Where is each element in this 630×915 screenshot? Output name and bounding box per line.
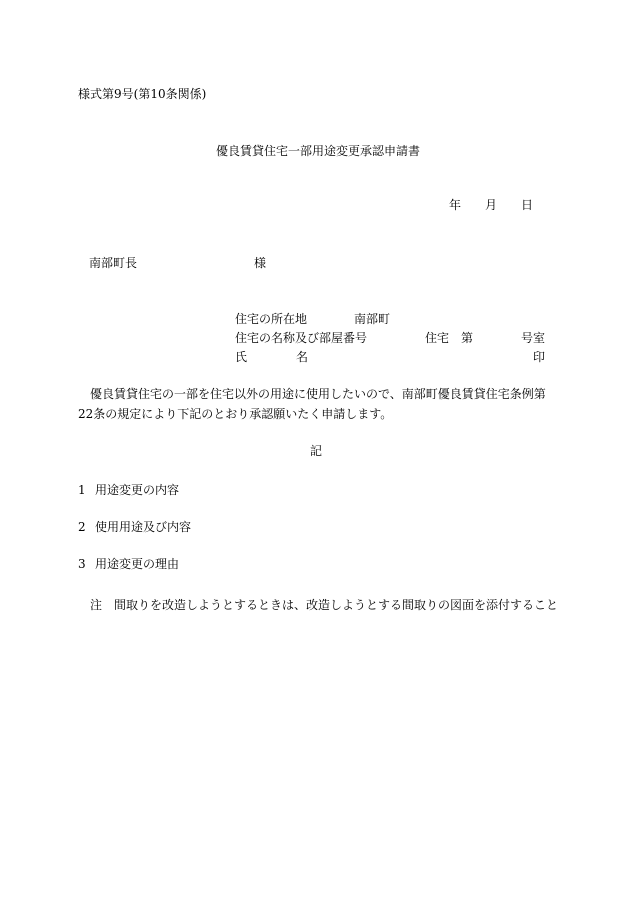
- name-label-2: 名: [296, 350, 309, 364]
- location-value: 南部町: [354, 312, 391, 326]
- item-3-number: 3: [78, 557, 86, 571]
- addressee-honorific: 様: [254, 256, 267, 270]
- date-year-label: 年: [449, 198, 462, 212]
- note-text: 間取りを改造しようとするときは、改造しようとする間取りの図面を添付すること: [114, 598, 559, 612]
- item-2-number: 2: [78, 520, 86, 534]
- location-label: 住宅の所在地: [235, 312, 308, 326]
- housing-label: 住宅の名称及び部屋番号: [235, 331, 368, 345]
- item-1-text: 用途変更の内容: [95, 483, 180, 497]
- housing-room-suffix: 号室: [521, 331, 546, 345]
- document-title: 優良賃貸住宅一部用途変更承認申請書: [216, 144, 421, 158]
- housing-number-prefix: 第: [461, 331, 474, 345]
- seal-mark: 印: [533, 350, 546, 364]
- ki-heading: 記: [310, 444, 323, 458]
- date-month-label: 月: [485, 198, 498, 212]
- addressee-name: 南部町長: [89, 256, 138, 270]
- item-3-text: 用途変更の理由: [95, 557, 180, 571]
- request-body-text: 優良賃貸住宅の一部を住宅以外の用途に使用したいので、南部町優良賃貸住宅条例第22条の規定により下記のとおり承認願いたく申請します。: [78, 387, 546, 421]
- note-label: 注: [90, 598, 103, 612]
- name-label-1: 氏: [235, 350, 248, 364]
- housing-word: 住宅: [425, 331, 450, 345]
- item-1-number: 1: [78, 483, 86, 497]
- item-2-text: 使用用途及び内容: [95, 520, 192, 534]
- date-day-label: 日: [521, 198, 534, 212]
- form-number: 様式第9号(第10条関係): [78, 87, 207, 101]
